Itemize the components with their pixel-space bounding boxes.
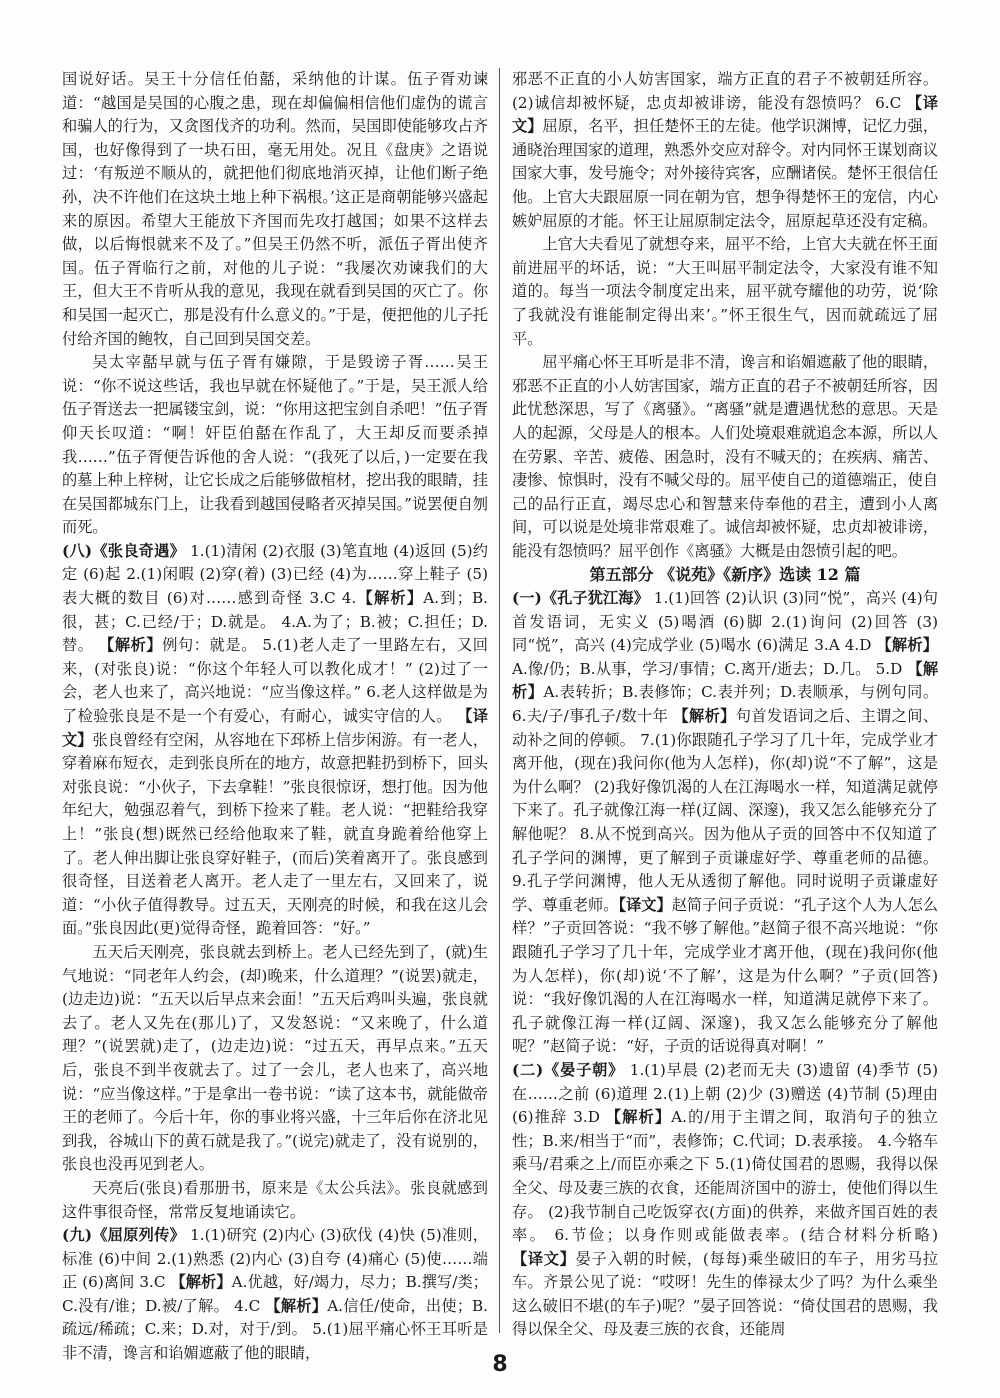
section-9-answer-text-2: A.优越，好/竭力，尽力；B.撰写/类；C.没有/谁；D.被/了解。 4.C — [62, 1273, 488, 1315]
translation-tag: 【译文】 — [512, 1249, 576, 1268]
section-8-answers — [62, 540, 488, 941]
right-paragraph-3: 屈平痛心怀王耳听是非不清，谗言和谄媚遮蔽了他的眼睛，邪恶不正直的小人妨害国家，端方正直的君子不被朝廷所容，因此忧愁深思，写了《离骚》。“离骚”就是遭遇忧愁的意思。天是人的起源，父母是人的根本。人们处境艰难就追念本源，所以人在劳累、辛苦、疲倦、困急时，没有不喊天的；在疾病、痛苦、凄惨、惊惧时，没有不喊父母的。屈平使自己的道德端正，使自己的品行正直，竭尽忠心和智慧来侍奉他的君主，遭到小人离间，可以说是处境非常艰难了。诚信却被怀疑，忠贞却被诽谤，能没有怨愤吗？屈平创作《离骚》大概是由怨愤引起的吧。 — [512, 353, 938, 560]
section-8-answer-text-2: A.到；B.很，甚；C.已经/于；D.就是。 4.A.为了；B.被；C.担任；D.替。 — [62, 589, 488, 655]
section-1-answer-text-2: A.像/仍；B.从事，学习/事情；C.离开/逝去；D.几。 5.D — [512, 659, 908, 678]
translation-tag: 【译文】 — [618, 895, 672, 914]
right-column — [512, 68, 939, 1339]
right-answer-text: 邪恶不正直的小人妨害国家，端方正直的君子不被朝廷所容。 (2)诚信却被怀疑，忠贞却被诽谤，能没有怨愤吗？ 6.C — [512, 70, 938, 112]
section-1-translation: 赵简子问子贡说：“孔子这个人为人怎么样？”子贡回答说：“我不够了解他。”赵简子很不高兴地说：“你跟随孔子学习了几十年，完成学业才离开他，(现在)我问你(他为人怎样)，你(却)说‘不了解’，这是为什么啊？”子贡(回答)说：“我好像饥渴的人在江海喝水一样，知道满足就停下来了。孔子就像江海一样(辽阔、深邃)，我又怎么能够充分了解他呢？”赵简子说：“好，子贡的话说得真对啊！” — [512, 895, 939, 1056]
section-2-answers — [512, 1059, 938, 1342]
section-8-answer-text-3: 例句：就是。 5.(1)老人走了一里路左右，又回来，(对张良)说：“你这个年轻人可以教化成才！” (2)过了一会，老人也来了，高兴地说：“应当像这样。” 6.老人这样做是为了检验张良是不是一个有爱心，有耐心，诚实守信的人。 — [62, 636, 488, 726]
section-2-title: (二)《晏子朝》 — [512, 1060, 625, 1079]
analysis-tag: 【解析】 — [99, 636, 163, 655]
analysis-tag: 【解析】 — [605, 1108, 672, 1127]
left-paragraph-1: 国说好话。吴王十分信任伯嚭，采纳他的计谋。伍子胥劝谏道：“越国是吴国的心腹之患，现在却偏偏相信他们虚伪的谎言和骗人的行为，又贪图伐齐的功利。然而，吴国即使能够攻占齐国，也好像得到了一块石田，毫无用处。况且《盘庚》之语说过：‘有叛逆不顺从的，就把他们彻底地消灭掉，让他们断子绝孙，决不许他们在这块土地上种下祸根。’这正是商朝能够兴盛起来的原因。希望大王能放下齐国而先攻打越国；如果不这样去做，以后悔恨就来不及了。”但吴王仍然不听，派伍子胥出使齐国。伍子胥临行之前，对他的儿子说：“我屡次劝谏我们的大王，但大王不肯听从我的意见，我现在就看到吴国的灭亡了。你和吴国一起灭亡，那是没有什么意义的。”于是，便把他的儿子托付给齐国的鲍牧，自己回到吴国交差。 — [62, 70, 488, 348]
analysis-tag: 【解析】 — [512, 659, 939, 702]
section-9-answer-text-3: A.信任/使命，出使；B.疏远/稀疏；C.来；D.对，对于/到。 5.(1)屈平痛心怀王耳听是非不清，谗言和谄媚遮蔽了他的眼睛， — [62, 1296, 489, 1363]
page — [62, 68, 950, 1363]
section-1-answer-text: 1.(1)回答 (2)认识 (3)同“悦”，高兴 (4)句首发语词，无实义 (5)喝酒 (6)脚 2.(1)询问 (2)回答 (3)同“悦”，高兴 (4)完成学业 (5)喝水 (6)满足 3.A 4.D — [512, 589, 938, 655]
analysis-tag: 【解析】 — [673, 707, 736, 726]
section-8-answer-text: 1.(1)清闲 (2)衣服 (3)笔直地 (4)返回 (5)约定 (6)起 2.(1)闲暇 (2)穿(着) (3)已经 (4)为……穿上鞋子 (5)表大概的数目 (6)对……感到奇怪 3.C 4. — [62, 541, 488, 608]
section-1-answer-text-4: 句首发语词之后、主谓之间、动补之间的停顿。 7.(1)你跟随孔子学习了几十年，完成学业才离开他，(现在)我问你(他为人怎样)，你(却)说“不了解”，这是为什么啊？ (2)我好像饥渴的人在江海喝水一样，知道满足就停下来了。孔子就像江海一样(辽阔、深邃)，我又怎么能够充分了解他呢？ 8.从不悦到高兴。因为他从子贡的回答中不仅知道了孔子学问的渊博，更了解到子贡谦虚好学、尊重老师的品德。 9.孔子学问渊博，他人无从透彻了解他。同时说明子贡谦虚好学、尊重老师。 — [512, 707, 939, 914]
left-paragraph-4: 天亮后(张良)看那册书，原来是《太公兵法》。张良就感到这件事很奇怪，常常反复地诵读它。 — [62, 1178, 488, 1221]
right-paragraph-1 — [512, 68, 938, 233]
page-number: 8 — [492, 1352, 508, 1377]
part-5-title: 第五部分 《说苑》《新序》选读 12 篇 — [589, 565, 861, 585]
section-2-translation: 晏子入朝的时候，(每每)乘坐破旧的车子，用劣马拉车。齐景公见了说：“哎呀！先生的俸禄太少了吗？为什么乘坐这么破旧不堪(的车子)呢？”晏子回答说：“倚仗国君的恩赐，我得以保全父、母及妻三族的衣食，还能周 — [512, 1249, 938, 1339]
section-9-answer-text: 1.(1)研究 (2)内心 (3)砍伐 (4)快 (5)准则，标准 (6)中间 2.(1)熟悉 (2)内心 (3)自夸 (4)痛心 (5)使……端正 (6)离间 3.C — [62, 1226, 488, 1292]
analysis-tag: 【解析】 — [265, 1296, 328, 1315]
left-column — [62, 68, 489, 1363]
left-paragraph-2: 吴太宰嚭早就与伍子胥有嫌隙，于是毁谤子胥……吴王说：“你不说这些话，我也早就在怀疑他了。”于是，吴王派人给伍子胥送去一把属镂宝剑，说：“你用这把宝剑自杀吧！”伍子胥仰天长叹道：“啊！奸臣伯嚭在作乱了，大王却反而要杀掉我……”伍子胥便告诉他的舍人说：“(我死了以后，)一定要在我的墓上种上梓树，让它长成之后能够做棺材，挖出我的眼睛，挂在吴国都城东门上，让我看到越国侵略者灭掉吴国。”说罢便自刎而死。 — [62, 353, 488, 537]
section-8-translation: 张良曾经有空闲，从容地在下邳桥上信步闲游。有一老人，穿着麻布短衣，走到张良所在的地方，故意把鞋扔到桥下，回头对张良说：“小伙子，下去拿鞋！”张良很惊讶，想打他。因为他年纪大，勉强忍着气，到桥下捡来了鞋。老人说：“把鞋给我穿上！”张良(想)既然已经给他取来了鞋，就直身跪着给他穿上了。老人伸出脚让张良穿好鞋子，(而后)笑着离开了。张良感到很奇怪，目送着老人离开。老人走了一里左右，又回来了，说道：“小伙子值得教导。过五天，天刚亮的时候，和我在这儿会面。”张良因此(更)觉得奇怪，跪着回答：“好。” — [62, 730, 489, 938]
translation-tag: 【译文】 — [62, 707, 489, 749]
section-8-title: (八)《张良奇遇》 — [62, 541, 186, 560]
section-9-answers — [62, 1224, 488, 1366]
analysis-tag: 【解析】 — [876, 636, 938, 655]
analysis-tag: 【解析】 — [170, 1273, 232, 1292]
column-divider — [499, 68, 500, 1333]
section-1-answer-text-3: A.表转折；B.表修饰；C.表并列；D.表顺承，与例句同。 6.夫/子/事孔子/数十年 — [512, 683, 939, 726]
section-1-title: (一)《孔子犹江海》 — [512, 589, 649, 608]
translation-tag: 【译文】 — [512, 93, 939, 136]
right-translation: 屈原，名平，担任楚怀王的左徒。他学识渊博，记忆力强，通晓治理国家的道理，熟悉外交应对辞令。对内同怀王谋划商议国家大事，发号施令；对外接待宾客，应酬诸侯。楚怀王很信任他。上官大夫跟屈原一同在朝为官，想争得楚怀王的宠信，内心嫉妒屈原的才能。怀王让屈原制定法令，屈原起草还没有定稿。 — [512, 117, 939, 230]
right-paragraph-2: 上官大夫看见了就想夺来，屈平不给，上官大夫就在怀王面前进屈平的坏话，说：“大王叫屈平制定法令，大家没有谁不知道的。每当一项法令制度定出来，屈平就夸耀他的功劳，说‘除了我就没有谁能制定得出来’。”怀王很生气，因而就疏远了屈平。 — [512, 235, 938, 348]
section-1-answers — [512, 587, 938, 1059]
section-2-answer-text: 1.(1)早晨 (2)老而无夫 (3)遗留 (4)季节 (5)在……之前 (6)道理 2.(1)上朝 (2)少 (3)赠送 (4)节制 (5)理由 (6)推辞 3.D — [512, 1060, 938, 1127]
section-9-title: (九)《屈原列传》 — [62, 1226, 186, 1245]
analysis-tag: 【解析】 — [356, 589, 424, 608]
left-paragraph-3: 五天后天刚亮，张良就去到桥上。老人已经先到了，(就)生气地说：“同老年人约会，(却)晚来，什么道理？”(说罢)就走，(边走边)说：“五天以后早点来会面！”五天后鸡叫头遍，张良就去了。老人又先在(那儿)了，又发怒说：“又来晚了，什么道理？”(说罢就)走了，(边走边)说：“过五天，再早点来。”五天后，张良不到半夜就去了。过了一会儿，老人也来了，高兴地说：“应当像这样。”于是拿出一卷书说：“读了这本书，就能做帝王的老师了。今后十年，你的事业将兴盛，十三年后你在济北见到我，谷城山下的黄石就是我了。”(说完)就走了，没有说别的，张良也没再见到老人。 — [62, 942, 488, 1174]
section-2-answer-text-2: A.的/用于主谓之间，取消句子的独立性；B.来/相当于“而”，表修饰；C.代词；D.表承接。 4.今辂车乘马/君乘之上/而臣亦乘之下 5.(1)倚仗国君的恩赐，我得以保全父、母及妻三族的衣食，还能周济国中的游士，使他们得以生存。 (2)我节制自己吃饭穿衣(方面)的供养，来做齐国百姓的表率。 6.节俭；以身作则或能做表率。(结合材料分析略) — [512, 1108, 938, 1245]
